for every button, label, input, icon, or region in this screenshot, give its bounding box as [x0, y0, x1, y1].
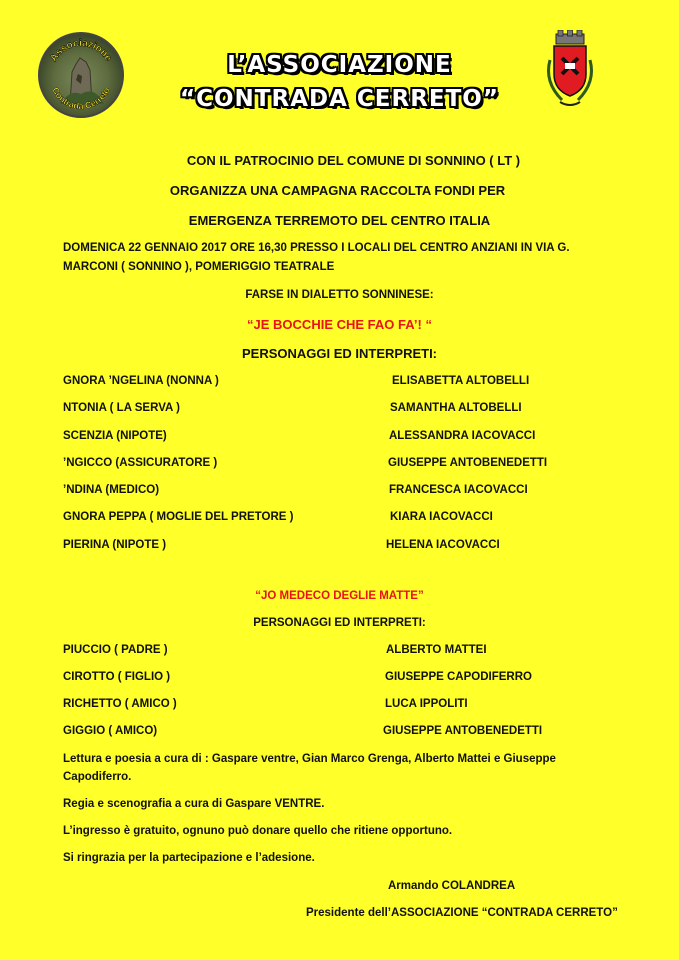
play1-actor: FRANCESCA IACOVACCI	[389, 484, 528, 496]
event-line-1: DOMENICA 22 GENNAIO 2017 ORE 16,30 PRESSO I LOCALI DEL CENTRO ANZIANI IN VIA G.	[63, 242, 570, 254]
play1-actor: HELENA IACOVACCI	[386, 539, 500, 551]
play1-role: GNORA ’NGELINA (NONNA )	[63, 375, 219, 387]
intro-line-2: ORGANIZZA UNA CAMPAGNA RACCOLTA FONDI PER	[169, 183, 506, 198]
play2-role: PIUCCIO ( PADRE )	[63, 644, 168, 656]
title-line-1: L’ASSOCIAZIONE	[227, 52, 452, 78]
entry-note: L’ingresso è gratuito, ognuno può donare quello che ritiene opportuno.	[63, 825, 453, 837]
play2-role: RICHETTO ( AMICO )	[63, 698, 177, 710]
play2-actor: ALBERTO MATTEI	[386, 644, 487, 656]
play1-role: ’NDINA (MEDICO)	[63, 484, 160, 496]
play2-actor: GIUSEPPE CAPODIFERRO	[385, 671, 532, 683]
logo-ring-bottom-text: Contrada Cerreto	[50, 85, 112, 112]
play1-cast-heading: PERSONAGGI ED INTERPRETI:	[241, 346, 438, 361]
intro-line-1: CON IL PATROCINIO DEL COMUNE DI SONNINO ( LT )	[186, 153, 521, 168]
play1-actor: ALESSANDRA IACOVACCI	[389, 430, 536, 442]
play2-role: GIGGIO ( AMICO)	[63, 725, 158, 737]
signature-role: Presidente dell’ASSOCIAZIONE “CONTRADA CERRETO”	[306, 907, 618, 919]
intro-line-3: EMERGENZA TERREMOTO DEL CENTRO ITALIA	[188, 213, 491, 228]
play1-title: “JE BOCCHIE CHE FAO FA’! “	[247, 317, 432, 332]
play1-role: NTONIA ( LA SERVA )	[63, 402, 180, 414]
play2-actor: GIUSEPPE ANTOBENEDETTI	[383, 725, 543, 737]
play1-actor: GIUSEPPE ANTOBENEDETTI	[388, 457, 548, 469]
play1-actor: SAMANTHA ALTOBELLI	[390, 402, 522, 414]
play2-actor: LUCA IPPOLITI	[385, 698, 468, 710]
reading-line-2: Capodiferro.	[63, 771, 132, 783]
play1-role: PIERINA (NIPOTE )	[63, 539, 167, 551]
title-line-2: “CONTRADA CERRETO”	[180, 86, 499, 112]
play2-title: “JO MEDECO DEGLIE MATTE”	[255, 590, 424, 602]
play2-cast-heading: PERSONAGGI ED INTERPRETI:	[253, 617, 426, 629]
logo-ring-top-text: Associazione	[48, 37, 114, 64]
play1-intro: FARSE IN DIALETTO SONNINESE:	[245, 289, 434, 301]
play2-role: CIROTTO ( FIGLIO )	[63, 671, 171, 683]
play1-role: SCENZIA (NIPOTE)	[63, 430, 167, 442]
play1-actor: ELISABETTA ALTOBELLI	[392, 375, 530, 387]
event-line-2: MARCONI ( SONNINO ), POMERIGGIO TEATRALE	[63, 261, 335, 273]
play1-actor: KIARA IACOVACCI	[390, 511, 493, 523]
reading-line-1: Lettura e poesia a cura di : Gaspare ventre, Gian Marco Grenga, Alberto Mattei e Giuseppe	[63, 753, 556, 765]
thanks-note: Si ringrazia per la partecipazione e l’adesione.	[63, 852, 315, 864]
play1-role: GNORA PEPPA ( MOGLIE DEL PRETORE )	[63, 511, 294, 523]
direction-credit: Regia e scenografia a cura di Gaspare VENTRE.	[63, 798, 325, 810]
play1-role: ’NGICCO (ASSICURATORE )	[63, 457, 218, 469]
signature-name: Armando COLANDREA	[388, 880, 516, 892]
